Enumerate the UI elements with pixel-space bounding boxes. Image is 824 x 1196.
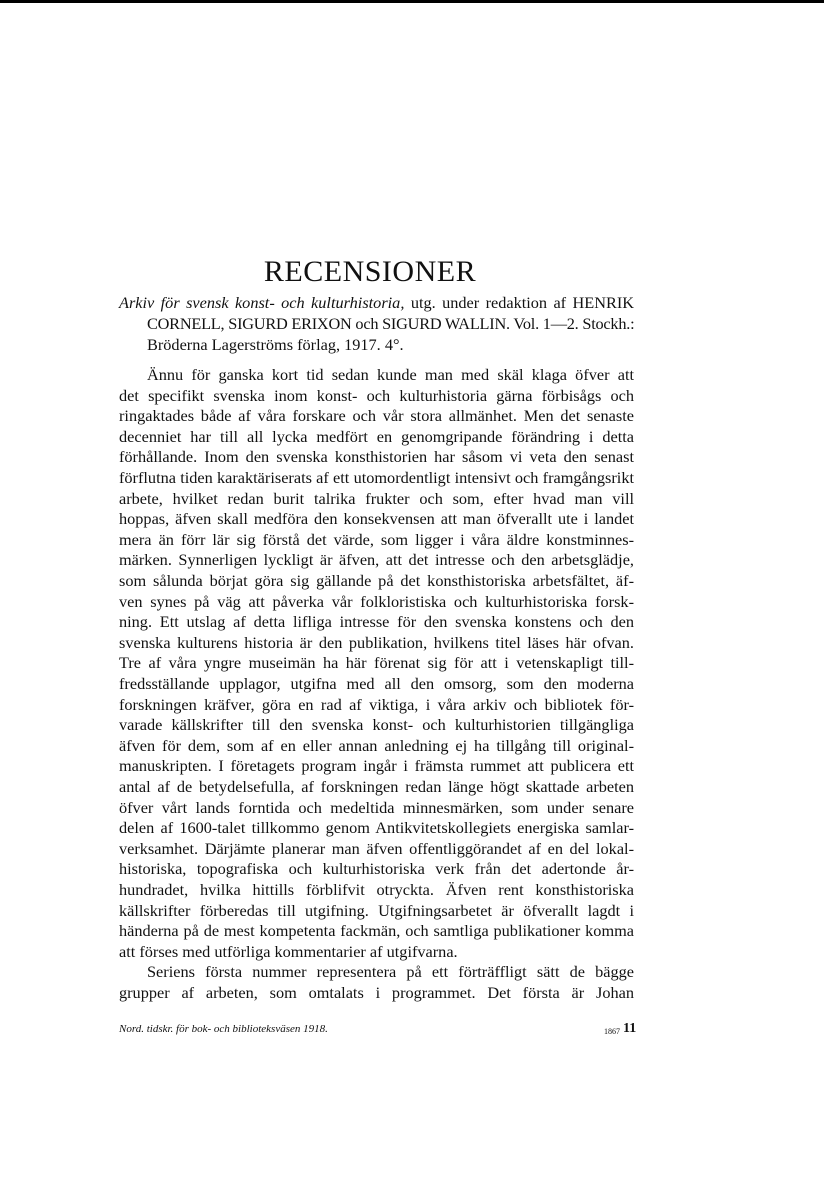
citation-title: Arkiv för svensk konst- och kulturhistoria, bbox=[119, 293, 405, 312]
body-line bbox=[119, 777, 634, 797]
citation-line-3 bbox=[147, 335, 634, 355]
body-line-text: historiska, topografiska och kulturhistoriska verk från det adertonde år- bbox=[119, 859, 634, 879]
body-line-text: ringaktades både af våra forskare och vår stora allmänhet. Men det senaste bbox=[119, 406, 634, 426]
body-line bbox=[119, 427, 634, 447]
body-line-text: manuskripten. I företagets program ingår i främsta rummet att publicera ett bbox=[119, 756, 634, 776]
body-line bbox=[119, 674, 634, 694]
body-line bbox=[119, 386, 634, 406]
body-line-text: att förses med utförliga kommentarier af utgifvarna. bbox=[119, 941, 458, 961]
citation-line-1-text bbox=[119, 293, 634, 313]
body-line bbox=[119, 736, 634, 756]
body-line bbox=[119, 489, 634, 509]
body-line-text: källskrifter förberedas till utgifning. Utgifningsarbetet är öfverallt lagdt i bbox=[119, 900, 634, 920]
body-line-text: grupper af arbeten, som omtalats i programmet. Det första är Johan bbox=[119, 983, 634, 1002]
body-line bbox=[119, 715, 634, 735]
body-line-text: forskningen kräfver, göra en rad af viktiga, i våra arkiv och bibliotek för- bbox=[119, 694, 634, 714]
scan-border bbox=[0, 0, 824, 3]
body-line bbox=[119, 818, 634, 838]
body-line-text: hoppas, äfven skall medföra den konsekvensen att man öfverallt ute i landet bbox=[119, 509, 634, 529]
body-line bbox=[119, 942, 634, 962]
body-line-text: händerna på de mest kompetenta fackmän, och samtliga publikationer komma bbox=[119, 921, 634, 941]
body-line bbox=[119, 509, 634, 529]
body-line bbox=[119, 901, 634, 921]
body-line bbox=[147, 365, 634, 385]
body-line-text: Tre af våra yngre museimän ha här förenat sig för att i vetenskapligt till- bbox=[119, 653, 634, 673]
body-line-text: hundradet, hvilka hittills förblifvit otryckta. Äfven rent konsthistoriska bbox=[119, 880, 634, 899]
body-line-text: verksamhet. Därjämte planerar man äfven offentliggörandet af en del lokal- bbox=[119, 838, 634, 858]
body-line-text: mera än förr lär sig förstå det värde, som ligger i våra äldre konstminnes- bbox=[119, 529, 634, 549]
body-line bbox=[119, 571, 634, 591]
body-line bbox=[119, 695, 634, 715]
body-line-text: Seriens första nummer representera på ett förträffligt sätt de bägge bbox=[147, 962, 634, 982]
citation-line-2-text: CORNELL, SIGURD ERIXON och SIGURD WALLIN. Vol. 1—2. Stockh.: bbox=[147, 314, 635, 333]
body-line bbox=[119, 612, 634, 632]
body-line bbox=[119, 447, 634, 467]
body-line-text: det specifikt svenska inom konst- och kulturhistoria gärna förbisågs och bbox=[119, 385, 634, 405]
body-line-text: decenniet har till all lycka medfört en genomgripande förändring i detta bbox=[119, 426, 634, 446]
body-line bbox=[147, 962, 634, 982]
citation-line-1 bbox=[119, 293, 634, 313]
body-line bbox=[119, 798, 634, 818]
body-line bbox=[119, 530, 634, 550]
body-line-text: varade källskrifter till den svenska konst- och kulturhistorien tillgängliga bbox=[119, 715, 634, 735]
body-line bbox=[119, 550, 634, 570]
body-line-text: Ännu för ganska kort tid sedan kunde man med skäl klaga öfver att bbox=[147, 365, 634, 384]
printer-signature: 1867 bbox=[604, 1027, 620, 1036]
body-line bbox=[119, 406, 634, 426]
body-line-text: arbete, hvilket redan burit talrika frukter och som, efter hvad man vill bbox=[119, 488, 634, 508]
body-line bbox=[119, 468, 634, 488]
journal-footer: Nord. tidskr. för bok- och biblioteksväsen 1918. bbox=[119, 1023, 328, 1035]
citation-line-2 bbox=[147, 314, 634, 334]
body-line-text: öfver vårt lands forntida och medeltida minnesmärken, som under senare bbox=[119, 797, 634, 817]
body-line-text: äfven för dem, som af en eller annan anledning ej ha tillgång till original- bbox=[119, 735, 634, 755]
body-line-text: ven synes på väg att påverka vår folkloristiska och kulturhistoriska forsk- bbox=[119, 591, 634, 611]
body-line bbox=[119, 756, 634, 776]
body-line bbox=[119, 633, 634, 653]
page-title: RECENSIONER bbox=[263, 255, 477, 288]
body-line-text: antal af de betydelsefulla, af forskningen redan länge högt skattade arbeten bbox=[119, 777, 634, 796]
body-line-text: fredsställande upplagor, utgifna med all den omsorg, som den moderna bbox=[119, 674, 634, 693]
body-line-text: märken. Synnerligen lyckligt är äfven, att det intresse och den arbetsglädje, bbox=[119, 550, 634, 570]
body-line bbox=[119, 653, 634, 673]
citation-line-3-text: Bröderna Lagerströms förlag, 1917. 4°. bbox=[147, 335, 404, 354]
body-line-text: som sålunda börjat göra sig gällande på det konsthistoriska arbetsfältet, äf- bbox=[119, 571, 634, 590]
body-line bbox=[119, 839, 634, 859]
body-line bbox=[119, 921, 634, 941]
body-line bbox=[119, 880, 634, 900]
citation-editors: utg. under redaktion af HENRIK bbox=[410, 293, 635, 312]
body-line-text: förhållande. Inom den svenska konsthistorien har såsom vi veta den senast bbox=[119, 447, 634, 467]
body-line bbox=[119, 592, 634, 612]
body-line-text: ning. Ett utslag af detta lifliga intresse för den svenska konstens och den bbox=[119, 612, 634, 632]
body-line bbox=[119, 859, 634, 879]
body-line-text: förflutna tiden karaktäriserats af ett utomordentligt intensivt och framgångsrikt bbox=[119, 468, 634, 487]
body-line-text: svenska kulturens historia är den publikation, hvilkens titel läses här ofvan. bbox=[119, 632, 634, 652]
body-line bbox=[119, 983, 634, 1003]
page-number: 11 bbox=[623, 1021, 637, 1036]
body-line-text: delen af 1600-talet tillkommo genom Antikvitetskollegiets energiska samlar- bbox=[119, 818, 634, 838]
